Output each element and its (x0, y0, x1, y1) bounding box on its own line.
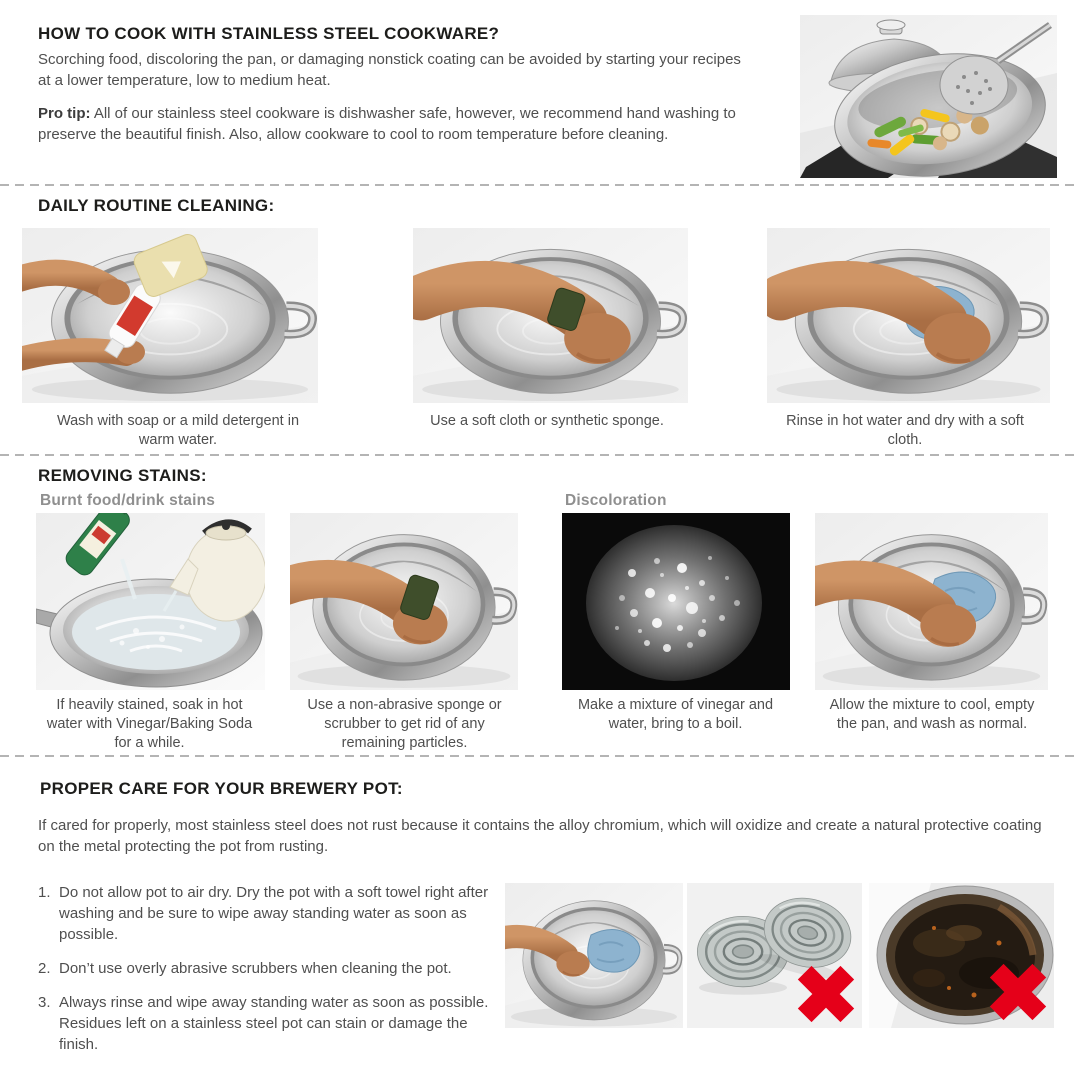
dashed-divider-2 (0, 454, 1080, 456)
stains-caption-2: Use a non-abrasive sponge or scrubber to get rid of any remaining particles. (307, 697, 502, 752)
care-list-item: Always rinse and wipe away standing water as soon as possible. Residues left on a stainless steel pot can stain or damage the finish. (59, 994, 489, 1053)
photo-steel-scrubbers-prohibited (687, 883, 862, 1028)
dry-towel-illustration (505, 883, 683, 1028)
green-sponge-illustration (413, 228, 688, 403)
photo-burnt-pot-prohibited (869, 883, 1054, 1028)
care-list-item: Do not allow pot to air dry. Dry the pot with a soft towel right after washing and be sure to wipe away standing water as soon as possible. (59, 884, 489, 943)
photo-green-sponge (413, 228, 688, 403)
blue-cloth-illustration (767, 228, 1050, 403)
burnt-pot-illustration (869, 883, 1054, 1028)
photo-scrub-sponge (290, 513, 518, 690)
photo-wash-detergent (22, 228, 318, 403)
daily-caption-1: Wash with soap or a mild detergent in warm water. (56, 413, 300, 449)
stains-caption-4: Allow the mixture to cool, empty the pan, and wash as normal. (829, 697, 1035, 733)
daily-caption-2: Use a soft cloth or synthetic sponge. (430, 413, 664, 429)
photo-boiling-mixture (562, 513, 790, 690)
steel-scrubbers-illustration (687, 883, 862, 1028)
dashed-divider-3 (0, 755, 1080, 757)
care-list-item: Don’t use overly abrasive scrubbers when cleaning the pot. (59, 960, 452, 977)
care-intro-paragraph: If cared for properly, most stainless steel does not rust because it contains the alloy chromium, which will oxidize and create a natural protective coating on the metal protecting the pot from rusting. (38, 817, 1042, 855)
section-stains-title: REMOVING STAINS: (38, 466, 207, 485)
stains-subsection-burnt: Burnt food/drink stains (40, 492, 216, 509)
boiling-water-illustration (562, 513, 790, 690)
pro-tip-paragraph (38, 104, 738, 145)
dashed-divider-1 (0, 184, 1080, 186)
photo-blue-cloth-rinse (767, 228, 1050, 403)
cookware-hero-photo (800, 15, 1057, 178)
section-cook-title: HOW TO COOK WITH STAINLESS STEEL COOKWARE? (38, 24, 500, 43)
vinegar-soak-illustration (36, 513, 265, 690)
wok-stirfry-illustration (800, 15, 1057, 178)
photo-dry-towel (505, 883, 683, 1028)
stains-caption-1: If heavily stained, soak in hot water with Vinegar/Baking Soda for a while. (46, 697, 253, 752)
scrub-sponge-illustration (290, 513, 518, 690)
care-instructions-list (38, 882, 508, 1068)
wipe-cool-illustration (815, 513, 1048, 690)
pro-tip-label: Pro tip: (38, 105, 91, 122)
section-daily-title: DAILY ROUTINE CLEANING: (38, 196, 275, 215)
photo-vinegar-soak (36, 513, 265, 690)
daily-caption-3: Rinse in hot water and dry with a soft cloth. (786, 413, 1024, 449)
stains-caption-3: Make a mixture of vinegar and water, bring to a boil. (577, 697, 774, 733)
section-care-title: PROPER CARE FOR YOUR BREWERY POT: (40, 779, 403, 798)
pro-tip-text: All of our stainless steel cookware is dishwasher safe, however, we recommend hand washing to preserve the beautiful finish. Also, allow cookware to cool to room temperature before cleaning. (38, 105, 736, 143)
wash-detergent-illustration (22, 228, 318, 403)
cook-paragraph: Scorching food, discoloring the pan, or damaging nonstick coating can be avoided by starting your recipes at a lower temperature, low to medium heat. (38, 51, 741, 89)
photo-wipe-cool (815, 513, 1048, 690)
stains-subsection-discoloration: Discoloration (565, 492, 667, 509)
